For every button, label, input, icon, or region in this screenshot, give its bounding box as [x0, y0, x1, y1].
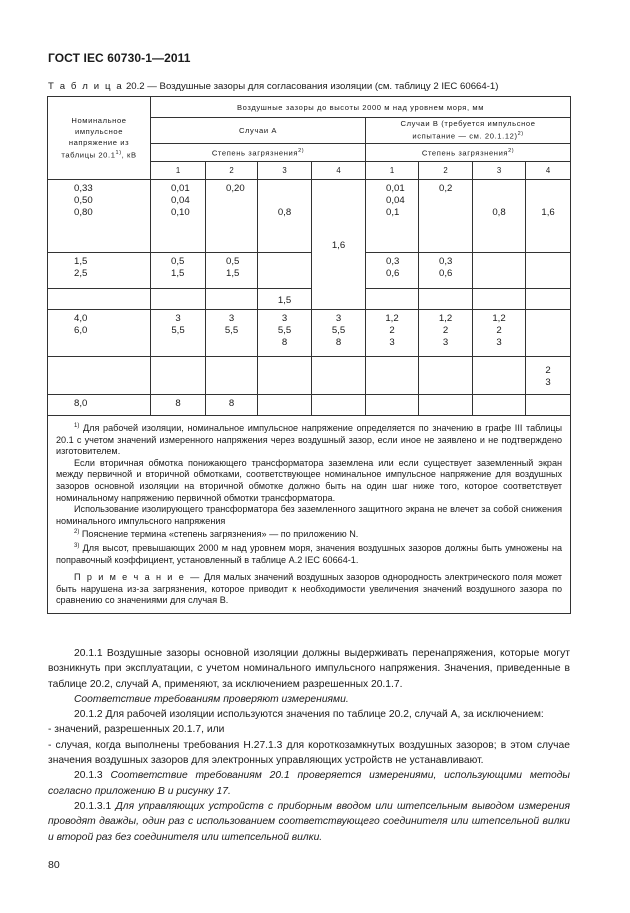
table-row	[48, 310, 571, 357]
table-row	[48, 357, 571, 395]
table-cell: 3 5,5	[206, 310, 258, 357]
table-cell: 0,3 0,6	[419, 253, 473, 289]
table-notes	[48, 416, 571, 614]
table-cell: 0,5 1,5	[206, 253, 258, 289]
note-2: $^{2)}$ Пояснение термина «степень загрязнения» — по приложению N.	[74, 529, 359, 540]
table-cell	[473, 253, 526, 289]
table-cell	[526, 253, 571, 289]
paragraph-20-1-3: 20.1.3 Соответствие требованиям 20.1 проверяется измерениями, использующими методы согласно приложению В и рисунку 17.	[48, 770, 570, 797]
table-cell: 3 5,5 8	[312, 310, 366, 357]
table-cell: 0,33 0,50 0,80	[48, 180, 151, 253]
degree-cell: 3	[473, 162, 526, 180]
paragraph-20-1-2: 20.1.2 Для рабочей изоляции используются значения по таблице 20.2, случай А, за исключением:	[74, 709, 544, 721]
paragraph-20-1-3-1: 20.1.3.1 Для управляющих устройств с приборным вводом или штепсельным выводом измерения проводят дважды, один раз с использованием соответствующего соединителя или штепсельной вилки и второй раз без соединителя или штепсельной вилки.	[48, 800, 570, 843]
table-row	[48, 395, 571, 416]
table-cell	[312, 395, 366, 416]
table-cell	[48, 357, 151, 395]
note-3: $^{3)}$ Для высот, превышающих 2000 м над уровнем моря, значения воздушных зазоров должны быть умножены на поправочный коэффициент, установленный в таблице А.2 IEC 60664-1.	[56, 543, 563, 565]
case-a-header: Случаи А	[151, 118, 366, 144]
table-cell	[526, 289, 571, 310]
table-cell	[526, 395, 571, 416]
paragraph-compliance: Соответствие требованиям проверяют измерениями.	[74, 693, 349, 705]
case-b-header: Случаи В (требуется импульсное испытание — см. 20.1.12)$^{2)}$	[366, 118, 571, 144]
paragraph-20-1-1: 20.1.1 Воздушные зазоры основной изоляции должны выдерживать перенапряжения, которые могут возникнуть при эксплуатации, с учетом номинального импульсного напряжения. Значения, приведенные в таблице 20.2, случай А, применяют, за исключением разрешенных 20.1.7.	[48, 648, 570, 690]
table-cell	[312, 357, 366, 395]
table-cell: 0,01 0,04 0,1	[366, 180, 419, 253]
clearance-main-header: Воздушные зазоры до высоты 2000 м над уровнем моря, мм	[151, 97, 571, 118]
table-cell: 2 3	[526, 357, 571, 395]
table-cell: 8,0	[48, 395, 151, 416]
remark: П р и м е ч а н и е — Для малых значений воздушных зазоров однородность электрического поля может быть нарушена из-за загрязнения, которое приводит к необходимости увеличения значений воздушного зазора по сравнению со значениями для случая В.	[56, 572, 563, 606]
table-cell: 1,2 2 3	[366, 310, 419, 357]
table-cell: 0,8	[258, 180, 312, 253]
table-cell: 3 5,5	[151, 310, 206, 357]
table-cell: 1,5	[258, 289, 312, 310]
table-row	[48, 253, 571, 289]
table-cell	[419, 357, 473, 395]
pollution-degree-header-b: Степень загрязнения$^{2)}$	[366, 144, 571, 162]
table-cell	[151, 289, 206, 310]
note-1: $^{1)}$ Для рабочей изоляции, номинальное импульсное напряжение определяется по значению в графе III таблицы 20.1 с учетом значений измеренного напряжения через воздушный зазор, если иное не заявлено и не подтверждено изготовителем.	[56, 423, 563, 457]
table-cell	[258, 357, 312, 395]
table-cell: 0,3 0,6	[366, 253, 419, 289]
degree-cell: 2	[206, 162, 258, 180]
table-cell	[206, 289, 258, 310]
degree-cell: 4	[312, 162, 366, 180]
table-cell	[366, 395, 419, 416]
table-cell: 8	[151, 395, 206, 416]
paragraph-item-2: - случая, когда выполнены требования Н.27.1.3 для короткозамкнутых воздушных зазоров; в этом случае значения воздушных зазоров для электронных управляющих устройств не устанавливают.	[48, 739, 570, 767]
body-text	[48, 646, 570, 845]
paragraph-item-1: - значений, разрешенных 20.1.7, или	[48, 724, 225, 736]
clearance-table	[47, 96, 571, 614]
table-cell: 1,2 2 3	[419, 310, 473, 357]
table-cell	[473, 357, 526, 395]
table-cell: 1,6	[312, 180, 366, 310]
table-cell	[206, 357, 258, 395]
table-cell	[366, 357, 419, 395]
table-cell: 0,01 0,04 0,10	[151, 180, 206, 253]
table-cell	[419, 395, 473, 416]
table-cell: 1,6	[526, 180, 571, 253]
pollution-degree-header-a: Степень загрязнения$^{2)}$	[151, 144, 366, 162]
degree-cell: 3	[258, 162, 312, 180]
table-cell	[258, 395, 312, 416]
table-cell: 3 5,5 8	[258, 310, 312, 357]
table-cell: 0,20	[206, 180, 258, 253]
degree-cell: 1	[366, 162, 419, 180]
table-caption-text: 20.2 — Воздушные зазоры для согласования изоляции (см. таблицу 2 IEC 60664-1)	[123, 81, 499, 92]
degree-cell: 1	[151, 162, 206, 180]
table-caption	[48, 81, 498, 92]
table-cell: 4,0 6,0	[48, 310, 151, 357]
table-cell	[151, 357, 206, 395]
table-cell: 0,8	[473, 180, 526, 253]
table-cell: 0,5 1,5	[151, 253, 206, 289]
table-cell: 8	[206, 395, 258, 416]
table-notes-row	[48, 416, 571, 614]
table-row	[48, 289, 571, 310]
table-cell: 1,2 2 3	[473, 310, 526, 357]
table-cell	[366, 289, 419, 310]
table-cell: 1,5 2,5	[48, 253, 151, 289]
voltage-column-header: Номинальное импульсное напряжение из таблицы 20.1$^{1)}$, кВ	[48, 97, 151, 180]
table-cell	[473, 395, 526, 416]
note-1c: Использование изолирующего трансформатора без заземленного защитного экрана не влечет за собой снижения номинального импульсного напряжения	[56, 504, 563, 526]
table-cell: 0,2	[419, 180, 473, 253]
page-number: 80	[48, 859, 60, 871]
table-row	[48, 180, 571, 253]
table-caption-prefix: Т а б л и ц а	[48, 81, 124, 92]
table-cell	[473, 289, 526, 310]
table-cell	[419, 289, 473, 310]
degree-cell: 4	[526, 162, 571, 180]
degree-cell: 2	[419, 162, 473, 180]
note-1b: Если вторичная обмотка понижающего трансформатора заземлена или если существует заземленный экран между первичной и вторичной обмотками, соответствующее номинальное импульсное напряжение для воздушных зазоров основной изоляции на вторичной обмотке должно быть на один шаг ниже того, которое соответствует номинальному напряжению первичной обмотки трансформатора.	[56, 457, 563, 503]
table-cell	[48, 289, 151, 310]
table-cell	[258, 253, 312, 289]
standard-header: ГОСТ IEC 60730-1—2011	[48, 51, 191, 65]
table-cell	[526, 310, 571, 357]
